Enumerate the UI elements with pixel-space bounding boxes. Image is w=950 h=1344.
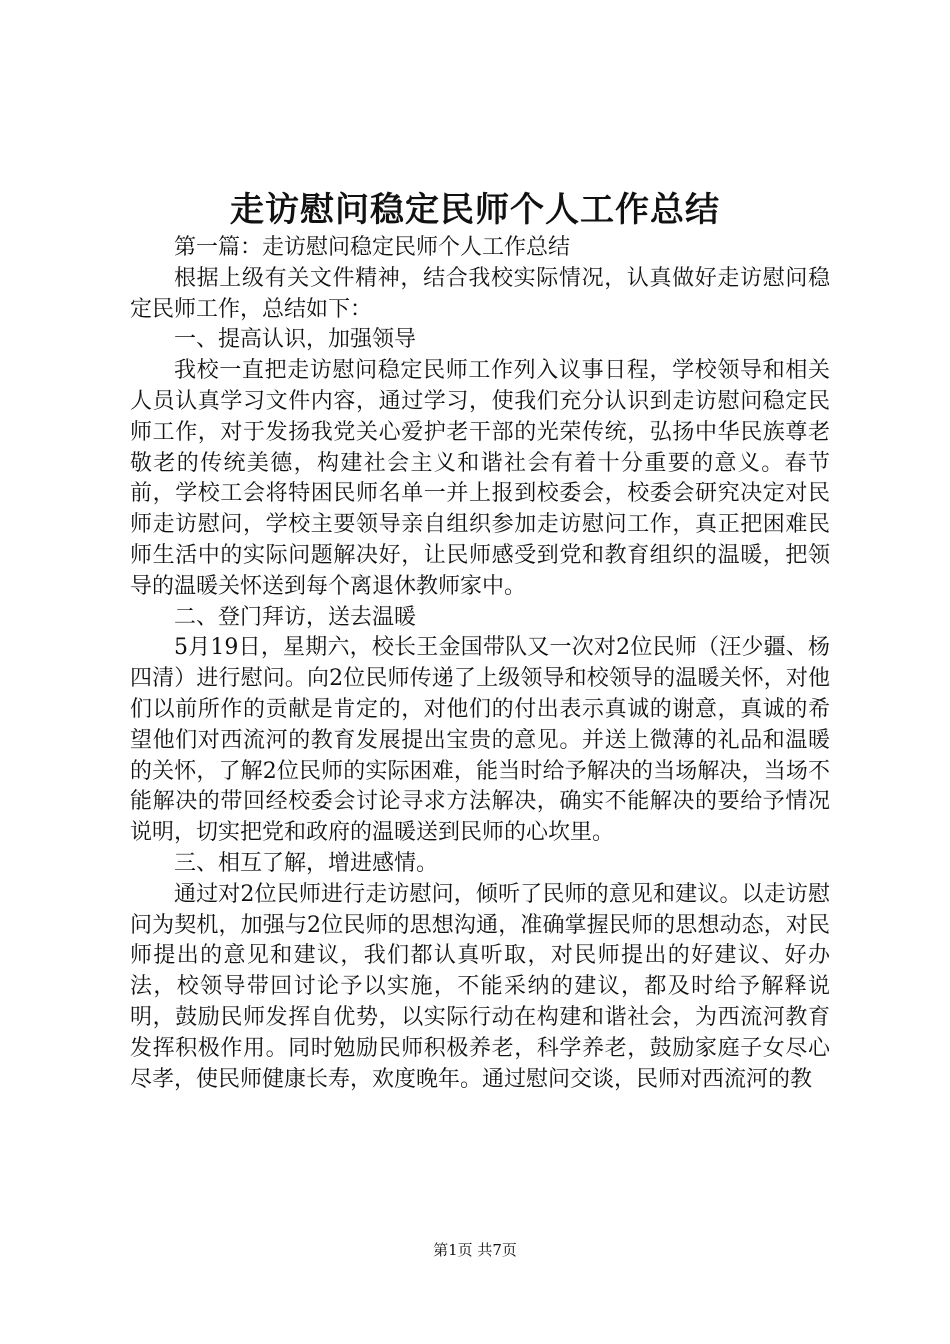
section-heading-3: 三、相互了解，增进感情。 <box>174 850 439 876</box>
page-number-footer: 第1页 共7页 <box>433 1241 517 1259</box>
paragraph-section-2: 5月19日，星期六，校长王金国带队又一次对2位民师（汪少疆、杨四清）进行慰问。向2位民师传递了上级领导和校领导的温暖关怀，对他们以前所作的贡献是肯定的，对他们的付出表示真诚的谢意，真诚的希望他们对西流河的教育发展提出宝贵的意见。并送上微薄的礼品和温暖的关怀，了解2位民师的实际困难，能当时给予解决的当场解决，当场不能解决的带回经校委会讨论寻求方法解决，确实不能解决的要给予情况说明，切实把党和政府的温暖送到民师的心坎里。 <box>130 635 830 846</box>
section-heading-1: 一、提高认识，加强领导 <box>174 327 417 353</box>
document-title: 走访慰问稳定民师个人工作总结 <box>230 190 720 230</box>
paragraph-section-1: 我校一直把走访慰问稳定民师工作列入议事日程，学校领导和相关人员认真学习文件内容，通过学习，使我们充分认识到走访慰问稳定民师工作，对于发扬我党关心爱护老干部的光荣传统，弘扬中华民族尊老敬老的传统美德，构建社会主义和谐社会有着十分重要的意义。春节前，学校工会将特困民师名单一并上报到校委会，校委会研究决定对民师走访慰问，学校主要领导亲自组织参加走访慰问工作，真正把困难民师生活中的实际问题解决好，让民师感受到党和教育组织的温暖，把领导的温暖关怀送到每个离退休教师家中。 <box>130 358 830 599</box>
document-body <box>130 233 830 1095</box>
paragraph-heading-first-article: 第一篇：走访慰问稳定民师个人工作总结 <box>174 235 571 260</box>
section-heading-2: 二、登门拜访，送去温暖 <box>174 604 417 630</box>
paragraph-section-3: 通过对2位民师进行走访慰问，倾听了民师的意见和建议。以走访慰问为契机，加强与2位民师的思想沟通，准确掌握民师的思想动态，对民师提出的意见和建议，我们都认真听取，对民师提出的好建议、好办法，校领导带回讨论予以实施，不能采纳的建议，都及时给予解释说明，鼓励民师发挥自优势，以实际行动在构建和谐社会，为西流河教育发挥积极作用。同时勉励民师积极养老，科学养老，鼓励家庭子女尽心尽孝，使民师健康长寿，欢度晚年。通过慰问交谈，民师对西流河的教 <box>130 881 830 1092</box>
paragraph-intro: 根据上级有关文件精神，结合我校实际情况，认真做好走访慰问稳定民师工作，总结如下： <box>130 265 830 322</box>
